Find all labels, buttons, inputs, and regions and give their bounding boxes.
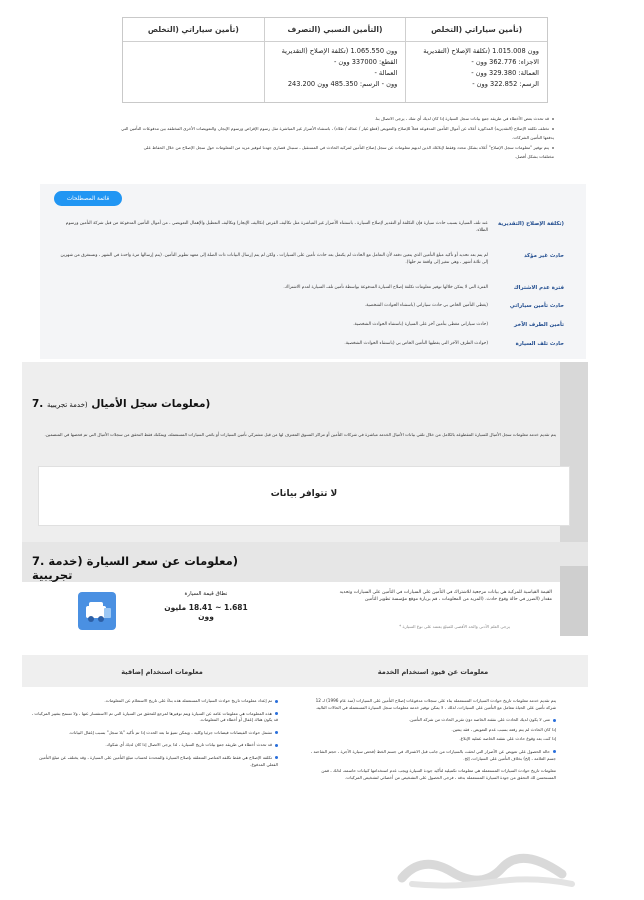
note-item: يتم توفير "معلومات سجل الإصلاح" أعلاه بشكل محدد وفقط لإبلاغك الذين لديهم معلومات عن سجل إصلاح التأمين لمركبة الحادث في المستقبل ، سنبذل قصارى جهدنا لتوفير مزيد من المعلومات حول سجل الإصلاح من خلال الحفاظ على — [40, 145, 554, 152]
info-left-item: قد تحدث أخطاء في طريقة جمع بيانات تاريخ السيارة ، لذا يرجى الاتصال إذا كان لديك أي شكوك. — [28, 742, 278, 749]
info-left-item: تم إعداد معلومات تاريخ حوادث السيارات المستعملة هذه بناءً على تاريخ الاستعلام عن المعلومات. — [28, 698, 278, 705]
mileage-description: يتم تقديم خدمة معلومات سجل الأميال للسيارة المقطوعة بالكامل من خلال تلقي بيانات الأميال الخدمة مباشرة في شركات التأمين أو مراكز التسوق المعترف لها من قبل مشتركي تأمين السيارات أو بائعي السيارات المستعملة، ويمكنك فقط التحقق من سجلات الأميال التي تم فحصها في المنضمين. — [44, 432, 556, 437]
term-row — [58, 252, 564, 266]
insurance-line: القطع: 337000 وون - — [333, 58, 398, 66]
insurance-column-other — [123, 18, 264, 102]
term-key: (تكلفة الإصلاح (التقديرية — [498, 221, 564, 227]
info-left-header: معلومات استخدام إضافية — [121, 668, 203, 676]
price-range-label: نطاق قيمة السيارة — [184, 591, 228, 597]
term-value: (يغطي التأمين الخاص بي حادث سياراتي (باستثناء الحوادث الشخصية. — [364, 303, 488, 308]
term-row — [58, 340, 564, 348]
term-key: حادث تلف السيارة — [515, 341, 564, 347]
note-item: تختلف تكلفة الإصلاح (التقديرية) المذكورة أعلاه عن أموال التأمين المدفوعة فعلاً للإصلاح والتعويض (قطع غيار / عمالة / طلاء) ، باستثناء الأضرار غير المباشرة مثل رسوم الإقراض ورسوم الإيجار، والتعويضات الأخرى المختلفة بين مدفوعات التأمين التي — [40, 126, 554, 133]
note-item: مختلفات بشكل أفضل. — [514, 154, 554, 160]
notes — [40, 116, 554, 164]
mileage-section — [22, 362, 588, 566]
no-data-box — [38, 466, 570, 526]
info-right-header: معلومات عن قيود استخدام الخدمة — [377, 668, 489, 676]
price-title: 7. (معلومات عن سعر السيارة (خدمة تجريبية — [32, 554, 238, 582]
price-footnote: يرجى العلم الأدنى والحد الأقصى للمبلغ يعتمد على نوع السيارة * — [399, 624, 510, 629]
note-item: يدفعها التأمين الشركات. — [512, 135, 554, 141]
price-range-value: 1.681 ~ 18.41 مليون وون — [164, 603, 248, 621]
mileage-title: 7. (معلومات سجل الأميال (خدمة تجريبية — [32, 398, 211, 410]
info-left-item: هذه المعلومات هي معلومات عامة عن السيارة ويتم توفيرها لمرجع للتحقق من السيارة التي تم الاستفسار عنها ، ولا تسمح بتغيير المركبات ، قد يكون هناك إغفال أو أخطاء في المعلومات. — [31, 710, 278, 723]
term-value: (حوادث الطرف الآخر التي يغطيها التأمين الخاص بي (باستثناء الحوادث الشخصية. — [344, 341, 488, 346]
terms-button[interactable]: قائمة المصطلحات — [54, 191, 122, 206]
car-price-icon — [78, 592, 116, 630]
term-value: لم يتم بعد تحديد أو تأكيد مبلغ التأمين الذي يتعين دفعه لأن التعامل مع الحادث لم يكتمل بعد حادث تأمين على السيارات ، ولكن لم يتم إرسال البيانات ذات الصلة إلى معهد تطوير التأمين. (يتم إرسالها مرة واحدة في الشهر ، وتستغرق من شهرين إلى ثلاثة أشهر ، وهي تتغير إلى واقعة تم حلها). — [60, 253, 488, 265]
info-right-item: حالة الحصول على تعويض عن الأضرار التي لحقت بالسيارات من جانب قبل الاشتراك في جسم الخط (فحص سيارة الأجرة ، حجم الشاحنة ، جسم العلامة ، إلخ) بخلاف التأمين على السيارات، إلخ. — [310, 748, 556, 761]
insurance-line: الاجزاء: 362.776 وون - — [471, 58, 539, 66]
insurance-line: وون 1.065.550 (تكلفة الإصلاح (التقديرية — [281, 47, 398, 55]
info-left-list — [28, 698, 278, 774]
term-value: عند تلف السيارة بسبب حادث سيارة فإن التكلفة أو التقدير لإصلاح السيارة ، باستثناء الأضرار غير المباشرة مثل تكاليف القرض (تكاليف الإيجار) وتكاليف التعطيل والإهمال التعويضي ، من أموال التأمين المدفوعة من قبل شركة التأمين ورسوم الطلاء. — [65, 221, 488, 233]
scroll-strip — [560, 566, 588, 636]
insurance-line: وون 1.015.008 (تكلفة الإصلاح (التقديرية — [423, 47, 539, 55]
term-key: حادث غير مؤكد — [523, 253, 564, 259]
terms-panel — [40, 184, 586, 359]
insurance-line: وون - الرسم: 485.350 وون 243.200 — [287, 80, 398, 88]
price-description: القيمة القياسية للمركبة هي بيانات مرجعية للاشتراك في التأمين على السيارات في التأمين على السيارات وتحديد مقدار (الضرر في حالة وقوع حادث. (المزيد من المعلومات ، قم بزيارة موقع مؤسسة تطوير التأمين — [339, 590, 552, 602]
insurance-line: العمالة: 329.380 وون - — [471, 69, 539, 77]
insurance-line: العمالة - — [374, 69, 398, 77]
info-right-item: معلومات تاريخ حوادث السيارات المستعملة هي معلومات تكميلية لتأكيد جودة السيارة ويجب عدم استخدامها كبيانات حاسمة، لذلك ، فمن المستحسن لك التحقق من جودة السيارة المستعملة بدقة ، فرجى الحصول على التشخيص من أخصائي لتشخيص المركبات. — [321, 768, 556, 780]
term-row — [58, 321, 564, 329]
info-right-item: يتم تقديم خدمة معلومات تاريخ حوادث السيارات المستعملة بناء على سجلات مدفوعات إصلاح التأمين على السيارات (منذ عام 1996) لـ 12 شركة تأمين على الحياة تتعامل مع التأمين على السيارات، لذلك ، لا يمكن توفير خدمة معلومات سجل السيارة المستعملة في الحالات التالية. — [315, 698, 556, 710]
insurance-column-header: (تأمين سياراتي (التخلص — [123, 18, 264, 42]
info-right-list — [306, 698, 556, 787]
term-row — [58, 284, 564, 292]
info-right-item: إذا كنت بعد وقوع حادث على نفقته الخاصة عملية الإبلاغ. — [459, 736, 556, 742]
term-row — [58, 302, 564, 310]
info-left-item: تكلفة الإصلاح هي فقط تكلفة العناصر المتعلقة بإصلاح السيارة والمحددة لحساب مبلغ التأمين على السيارة ، وقد يختلف عن مبلغ التأمين الفعلي المدفوع. — [39, 754, 278, 767]
info-right-item: متى لا يكون لديك الحادث على نفقته الخاصة دون تقرير الحادث من شركة التأمين. — [306, 717, 556, 724]
term-value: (حادث سياراتي مغطى بتأمين آخر على السيارة (باستثناء الحوادث الشخصية. — [353, 322, 488, 327]
term-row — [58, 220, 564, 234]
insurance-column-relative — [264, 18, 406, 102]
haraj-watermark-logo — [392, 848, 582, 892]
term-key: فترة عدم الاشتراك — [513, 285, 564, 291]
scroll-strip — [560, 362, 588, 566]
insurance-column-own — [405, 18, 547, 102]
insurance-column-header: (تأمين سياراتي (التخلص — [406, 18, 547, 42]
info-right-item: إذا كان الحادث لم يتم رفعه بسبب عدم التعويض ، فقد يتعين. — [451, 726, 556, 732]
insurance-line: الرسم: 322.852 وون - — [472, 80, 539, 88]
note-item: قد تحدث بعض الأخطاء في طريقة جمع بيانات سجل السيارة إذا كان لديك أي شك ، يرجى الاتصال بنا. — [40, 116, 554, 123]
info-left-item: تشمل حوادث الفيضانات فيضانات جزئيا وكلية ، ويمكن تميؤ ما بعد الحدث إذا تم تأكيد "بلا سجل" بسبب إغفال البيانات. — [28, 730, 278, 737]
insurance-column-header: (التأمين النسبي (التصرف — [265, 18, 406, 42]
no-data-text: لا تتوافر بيانات — [270, 489, 338, 499]
term-value: الفترة التي لا يمكن خلالها توفير معلومات تكلفة إصلاح السيارة المدفوعة بواسطة تأمين تلف السيارة لعدم الاشتراك. — [283, 285, 488, 290]
insurance-table — [122, 17, 548, 103]
term-key: حادث تأمين سياراتي — [509, 303, 564, 309]
term-key: تأمين الطرف الآخر — [513, 322, 564, 328]
